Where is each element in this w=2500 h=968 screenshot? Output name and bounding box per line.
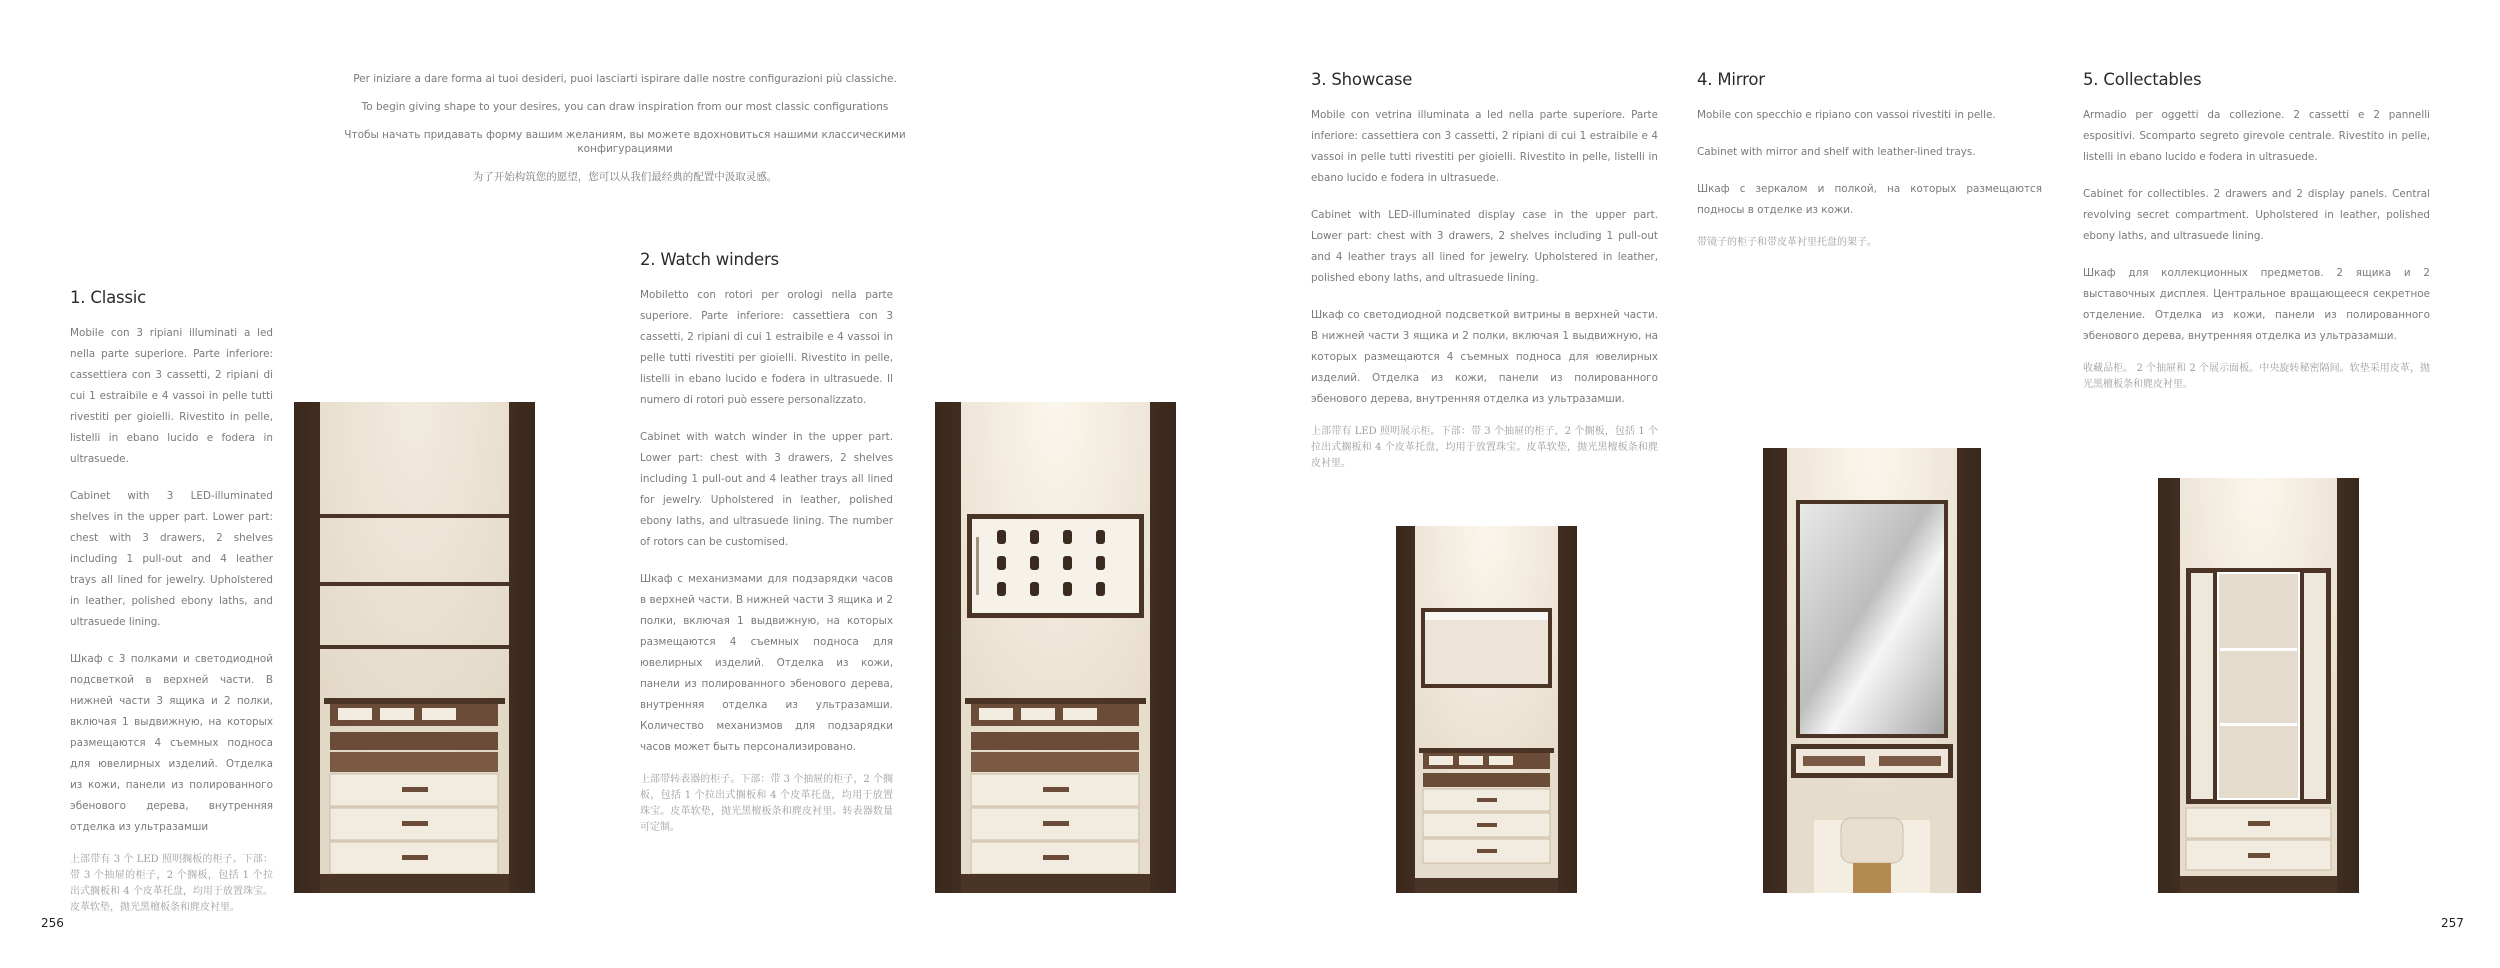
intro-block xyxy=(300,72,950,184)
mirror-english: Cabinet with mirror and shelf with leather-lined trays. xyxy=(1697,146,1976,158)
watch-english: Cabinet with watch winder in the upper part. Lower part: chest with 3 drawers, 2 shelves including 1 pull-out and 4 leather trays all lined for jewelry. Upholstered in leather, polished ebony laths, and ultrasuede lining. The number of rotors can be customised. xyxy=(640,431,893,548)
showcase-english: Cabinet with LED-illuminated display case in the upper part. Lower part: chest with 3 drawers, 2 shelves including 1 pull-out and 4 leather trays all lined for jewelry. Upholstered in leather, polished ebony laths, and ultrasuede lining. xyxy=(1311,209,1658,284)
collectables-italian: Armadio per oggetti da collezione. 2 cassetti e 2 pannelli espositivi. Scomparto segreto girevole centrale. Rivestito in pelle, listelli in ebano lucido e fodera in ultrasuede. xyxy=(2083,109,2430,163)
section-title-classic: 1. Classic xyxy=(70,288,147,307)
watch-italian: Mobiletto con rotori per orologi nella parte superiore. Parte inferiore: cassettiera con 3 cassetti, 2 ripiani di cui 1 estraibile e 4 vassoi in pelle tutti rivestiti per gioielli. Rivestito in pelle, listelli in ebano lucido e fodera in ultrasuede. Il numero di rotori può essere personalizzato. xyxy=(640,289,893,406)
watch-chinese: 上部带转表器的柜子。下部：带 3 个抽屉的柜子，2 个搁板，包括 1 个拉出式搁板和 4 个皮革托盘，均用于放置珠宝。皮革软垫，抛光黑檀板条和麂皮衬里。转表器数量可定制。 xyxy=(640,774,893,833)
cabinet-image-classic xyxy=(294,402,535,893)
collectables-english: Cabinet for collectibles. 2 drawers and 2 display panels. Central revolving secret compartment. Upholstered in leather, polished ebony laths, and ultrasuede lining. xyxy=(2083,188,2430,242)
classic-italian: Mobile con 3 ripiani illuminati a led nella parte superiore. Parte inferiore: cassettiera con 3 cassetti, 2 ripiani di cui 1 estraibile e 4 vassoi in pelle tutti rivestiti per gioielli. Rivestito in pelle, listelli in ebano lucido e fodera in ultrasuede. xyxy=(70,327,273,465)
page-number-left: 256 xyxy=(41,916,64,930)
cabinet-image-watch-winders xyxy=(935,402,1176,893)
section-classic xyxy=(70,288,273,916)
showcase-italian: Mobile con vetrina illuminata a led nella parte superiore. Parte inferiore: cassettiera con 3 cassetti, 2 ripiani di cui 1 estraibile e 4 vassoi in pelle tutti rivestiti per gioielli. Rivestito in pelle, listelli in ebano lucido e fodera in ultrasuede. xyxy=(1311,109,1658,184)
section-title-mirror: 4. Mirror xyxy=(1697,70,1765,89)
mirror-italian: Mobile con specchio e ripiano con vassoi rivestiti in pelle. xyxy=(1697,109,1996,121)
showcase-chinese: 上部带有 LED 照明展示柜。下部：带 3 个抽屉的柜子，2 个搁板，包括 1 个拉出式搁板和 4 个皮革托盘，均用于放置珠宝。皮革软垫，抛光黑檀板条和麂皮衬里。 xyxy=(1311,426,1658,469)
cabinet-image-showcase xyxy=(1396,526,1577,893)
section-collectables xyxy=(2083,70,2430,393)
mirror-chinese: 带镜子的柜子和带皮革衬里托盘的架子。 xyxy=(1697,237,1877,248)
cabinet-image-collectables xyxy=(2158,478,2359,893)
cabinet-image-mirror xyxy=(1763,448,1981,893)
page-number-right: 257 xyxy=(2441,916,2464,930)
section-title-showcase: 3. Showcase xyxy=(1311,70,1413,89)
mirror-russian: Шкаф с зеркалом и полкой, на которых размещаются подносы в отделке из кожи. xyxy=(1697,183,2042,216)
section-title-collectables: 5. Collectables xyxy=(2083,70,2202,89)
classic-chinese: 上部带有 3 个 LED 照明搁板的柜子。下部：带 3 个抽屉的柜子，2 个搁板，包括 1 个拉出式搁板和 4 个皮革托盘，均用于放置珠宝。皮革软垫，抛光黑檀板条和麂皮衬里。 xyxy=(70,854,273,913)
intro-english: To begin giving shape to your desires, you can draw inspiration from our most classic configurations xyxy=(361,101,889,113)
intro-chinese: 为了开始构筑您的愿望，您可以从我们最经典的配置中汲取灵感。 xyxy=(472,171,778,183)
collectables-russian: Шкаф для коллекционных предметов. 2 ящика и 2 выставочных дисплея. Центральное вращающееся секретное отделение. Отделка из кожи, панели из полированного эбенового дерева, внутренняя отделка из ультразамши. xyxy=(2083,267,2430,342)
section-watch-winders xyxy=(640,250,893,836)
intro-italian: Per iniziare a dare forma ai tuoi desideri, puoi lasciarti ispirare dalle nostre configurazioni più classiche. xyxy=(353,73,897,85)
showcase-russian: Шкаф со светодиодной подсветкой витрины в верхней части. В нижней части 3 ящика и 2 полки, включая 1 выдвижную, на которых размещаются 4 съемных подноса для ювелирных изделий. Отделка из кожи, панели из полированного эбенового дерева, внутренняя отделка из ультразамши. xyxy=(1311,309,1658,405)
intro-russian: Чтобы начать придавать форму вашим желаниям, вы можете вдохновиться нашими классическими конфигурациями xyxy=(344,129,906,155)
classic-russian: Шкаф с 3 полками и светодиодной подсветкой в верхней части. В нижней части 3 ящика и 2 полки, включая 1 выдвижную, на которых размещаются 4 съемных подноса для ювелирных изделий. Отделка из кожи, панели из полированного эбенового дерева, внутренняя отделка из ультразамши xyxy=(70,653,273,833)
watch-russian: Шкаф с механизмами для подзарядки часов в верхней части. В нижней части 3 ящика и 2 полки, включая 1 выдвижную, на которых размещаются 4 съемных подноса для ювелирных изделий. Отделка из кожи, панели из полированного эбенового дерева, внутренняя отделка из ультразамши. Количество механизмов для подзарядки часов может быть персонализировано. xyxy=(640,573,893,753)
classic-english: Cabinet with 3 LED-illuminated shelves in the upper part. Lower part: chest with 3 drawers, 2 shelves including 1 pull-out and 4 leather trays all lined for jewelry. Upholstered in leather, polished ebony laths, and ultrasuede lining. xyxy=(70,490,273,628)
section-mirror xyxy=(1697,70,2042,251)
collectables-chinese: 收藏品柜。 2 个抽屉和 2 个展示面板。中央旋转秘密隔间。软垫采用皮革，抛光黑檀板条和麂皮衬里。 xyxy=(2083,363,2430,390)
section-title-watch-winders: 2. Watch winders xyxy=(640,250,779,269)
section-showcase xyxy=(1311,70,1658,472)
